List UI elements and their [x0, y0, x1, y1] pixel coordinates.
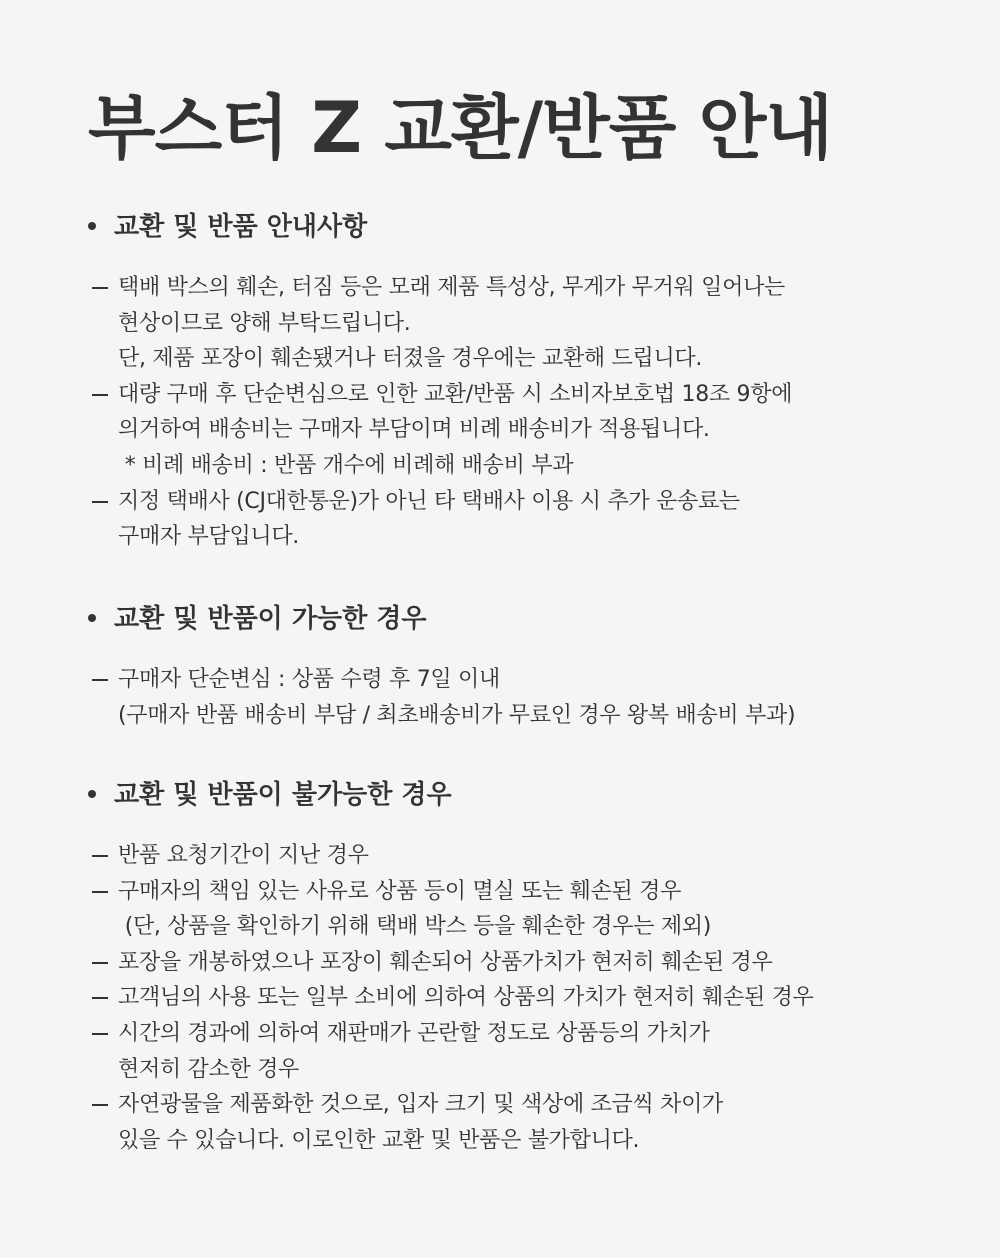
list-item: [88, 945, 978, 981]
section-exchange-notice: [88, 210, 978, 555]
section-heading: [88, 602, 978, 636]
item-line: (구매자 반품 배송비 부담 / 최초배송비가 무료인 경우 왕복 배송비 부과): [118, 702, 796, 728]
item-line: 의거하여 배송비는 구매자 부담이며 비례 배송비가 적용됩니다.: [118, 417, 710, 443]
item-line: * 비례 배송비 : 반품 개수에 비례해 배송비 부과: [118, 452, 574, 478]
section-exchange-possible: [88, 602, 978, 733]
list-item: [88, 980, 978, 1016]
bullet-icon: [88, 614, 96, 622]
dash-icon: [92, 962, 108, 964]
bullet-icon: [88, 790, 96, 798]
section-heading-text: 교환 및 반품 안내사항: [114, 212, 368, 242]
item-line: 지정 택배사 (CJ대한통운)가 아닌 타 택배사 이용 시 추가 운송료는: [118, 488, 740, 514]
item-line: 현상이므로 양해 부탁드립니다.: [118, 310, 411, 336]
section-heading: [88, 778, 978, 812]
list-item: [88, 838, 978, 874]
dash-icon: [92, 1033, 108, 1035]
dash-icon: [92, 501, 108, 503]
page-title: 부스터 Z 교환/반품 안내: [88, 87, 833, 169]
dash-icon: [92, 997, 108, 999]
item-line: (단, 상품을 확인하기 위해 택배 박스 등을 훼손한 경우는 제외): [118, 914, 712, 940]
item-line: 반품 요청기간이 지난 경우: [118, 843, 369, 868]
section-heading-text: 교환 및 반품이 불가능한 경우: [114, 780, 452, 810]
list-item: [88, 1016, 978, 1087]
item-line: 택배 박스의 훼손, 터짐 등은 모래 제품 특성상, 무게가 무거워 일어나는: [118, 275, 785, 300]
list-item: [88, 484, 978, 555]
list-item: [88, 1087, 978, 1158]
item-line: 단, 제품 포장이 훼손됐거나 터졌을 경우에는 교환해 드립니다.: [118, 346, 703, 372]
list-item: [88, 874, 978, 945]
item-line: 고객님의 사용 또는 일부 소비에 의하여 상품의 가치가 현저히 훼손된 경우: [118, 985, 814, 1011]
item-line: 포장을 개봉하였으나 포장이 훼손되어 상품가치가 현저히 훼손된 경우: [118, 949, 773, 975]
dash-icon: [92, 891, 108, 893]
notice-list: [88, 270, 978, 555]
dash-icon: [92, 679, 108, 681]
section-heading-text: 교환 및 반품이 가능한 경우: [114, 604, 427, 634]
item-line: 구매자 단순변심 : 상품 수령 후 7일 이내: [118, 667, 500, 692]
section-heading: [88, 210, 978, 244]
dash-icon: [92, 394, 108, 396]
list-item: [88, 270, 978, 377]
notice-list: [88, 838, 978, 1158]
section-exchange-impossible: [88, 778, 978, 1158]
dash-icon: [92, 855, 108, 857]
list-item: [88, 662, 978, 733]
list-item: [88, 377, 978, 484]
item-line: 시간의 경과에 의하여 재판매가 곤란할 정도로 상품등의 가치가: [118, 1020, 710, 1046]
item-line: 자연광물을 제품화한 것으로, 입자 크기 및 색상에 조금씩 차이가: [118, 1092, 723, 1118]
item-line: 구매자의 책임 있는 사유로 상품 등이 멸실 또는 훼손된 경우: [118, 878, 682, 904]
item-line: 있을 수 있습니다. 이로인한 교환 및 반품은 불가합니다.: [118, 1127, 640, 1153]
dash-icon: [92, 287, 108, 289]
item-line: 현저히 감소한 경우: [118, 1056, 300, 1082]
item-line: 대량 구매 후 단순변심으로 인한 교환/반품 시 소비자보호법 18조 9항에: [118, 381, 793, 407]
notice-list: [88, 662, 978, 733]
item-line: 구매자 부담입니다.: [118, 524, 300, 550]
bullet-icon: [88, 222, 96, 230]
dash-icon: [92, 1104, 108, 1106]
